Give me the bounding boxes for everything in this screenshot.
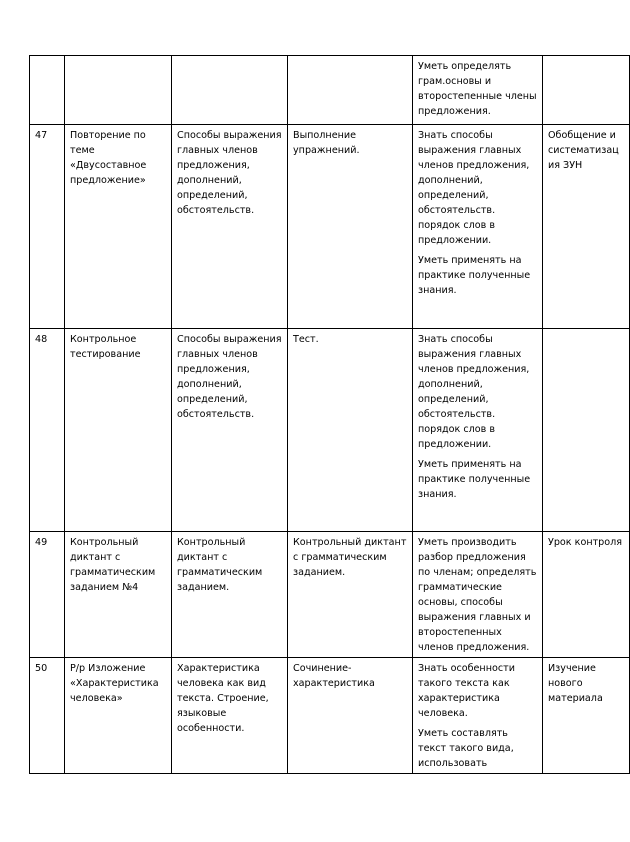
- lesson-number-cell: 48: [30, 329, 65, 532]
- lesson-type-cell: [543, 329, 630, 532]
- lesson-number-cell: 47: [30, 125, 65, 329]
- table-row: [30, 532, 630, 658]
- requirement-text: Знать способы выражения главных членов предложения, дополнений, определений, обстоятельств. порядок слов в предложении.: [418, 130, 530, 246]
- lesson-topic-cell: Повторение по теме «Двусоставное предложение»: [65, 125, 172, 329]
- lesson-content-cell: Способы выражения главных членов предложения, дополнений, определений, обстоятельств.: [172, 329, 288, 532]
- lesson-topic-cell: Контрольное тестирование: [65, 329, 172, 532]
- requirement-text: Знать особенности такого текста как характеристика человека.: [418, 663, 515, 719]
- lesson-type-cell: Урок контроля: [543, 532, 630, 658]
- table-row: [30, 658, 630, 774]
- requirement-text: Уметь определять грам.основы и второстепенные члены предложения.: [418, 61, 537, 117]
- lesson-topic-cell: Контрольный диктант с грамматическим заданием №4: [65, 532, 172, 658]
- requirements-cell: [413, 56, 543, 125]
- lesson-type-cell: Изучение нового материала: [543, 658, 630, 774]
- table-row: [30, 329, 630, 532]
- lesson-type-cell: Обобщение и систематизация ЗУН: [543, 125, 630, 329]
- requirements-cell: [413, 329, 543, 532]
- lesson-content-cell: Контрольный диктант с грамматическим заданием.: [172, 532, 288, 658]
- table-row: [30, 56, 630, 125]
- student-activity-cell: Тест.: [288, 329, 413, 532]
- lesson-content-cell: [172, 56, 288, 125]
- requirements-cell: [413, 532, 543, 658]
- requirement-text: Уметь применять на практике полученные знания.: [418, 459, 531, 500]
- lesson-plan-table: [29, 55, 630, 774]
- table-row: [30, 125, 630, 329]
- requirement-text: Знать способы выражения главных членов предложения, дополнений, определений, обстоятельств. порядок слов в предложении.: [418, 334, 530, 450]
- student-activity-cell: [288, 56, 413, 125]
- lesson-type-cell: [543, 56, 630, 125]
- student-activity-cell: Контрольный диктант с грамматическим заданием.: [288, 532, 413, 658]
- lesson-content-cell: Способы выражения главных членов предложения, дополнений, определений, обстоятельств.: [172, 125, 288, 329]
- student-activity-cell: Сочинение-характеристика: [288, 658, 413, 774]
- requirement-text: Уметь производить разбор предложения по членам; определять грамматические основы, способы выражения главных и второстепенных членов предложения.: [418, 537, 537, 653]
- lesson-topic-cell: [65, 56, 172, 125]
- lesson-number-cell: [30, 56, 65, 125]
- lesson-number-cell: 49: [30, 532, 65, 658]
- lesson-content-cell: Характеристика человека как вид текста. Строение, языковые особенности.: [172, 658, 288, 774]
- requirement-text: Уметь применять на практике полученные знания.: [418, 255, 531, 296]
- lesson-topic-cell: Р/р Изложение «Характеристика человека»: [65, 658, 172, 774]
- requirements-cell: [413, 658, 543, 774]
- student-activity-cell: Выполнение упражнений.: [288, 125, 413, 329]
- requirements-cell: [413, 125, 543, 329]
- lesson-number-cell: 50: [30, 658, 65, 774]
- requirement-text: Уметь составлять текст такого вида, использовать: [418, 728, 514, 769]
